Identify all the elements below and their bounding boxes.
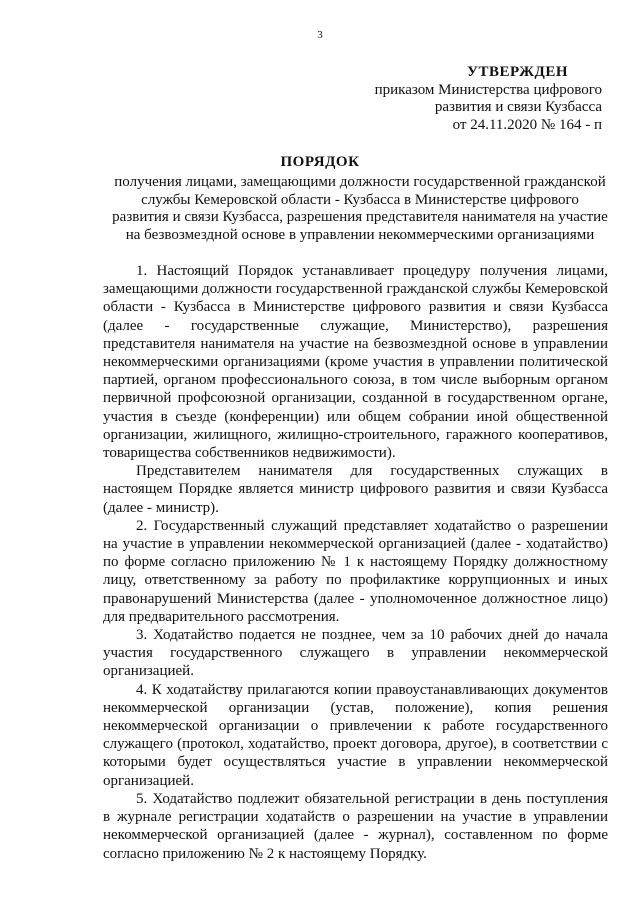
paragraph-3: 3. Ходатайство подается не позднее, чем за 10 рабочих дней до начала участия государственного служащего в управлении некоммерческой организацией.: [103, 627, 608, 680]
paragraph-4: 4. К ходатайству прилагаются копии правоустанавливающих документов некоммерческой организации (устав, положение), копия решения некоммерческой организации о привлечении к работе государственного служащего (протокол, ходатайство, проект договора, другое), в соответствии с которыми будет осуществляться участие в управлении некоммерческой организацией.: [103, 681, 608, 789]
approval-line-ministry: развития и связи Кузбасса: [434, 99, 602, 115]
document-title: ПОРЯДОК: [280, 154, 360, 170]
paragraph-2: 2. Государственный служащий представляет ходатайство о разрешении на участие в управлении некоммерческой организацией (далее - ходатайство) по форме согласно приложению № 1 к настоящему Порядку должностному лицу, ответственному за работу по профилактике коррупционных и иных правонарушений Министерства (далее - уполномоченное должностное лицо) для предварительного рассмотрения.: [103, 517, 608, 625]
approval-heading: УТВЕРЖДЕН: [467, 64, 568, 80]
paragraph-employer-representative: Представителем нанимателя для государственных служащих в настоящем Порядке является министр цифрового развития и связи Кузбасса (далее - министр).: [103, 463, 608, 516]
subtitle-line: развития и связи Кузбасса, разрешения представителя нанимателя на участие: [112, 209, 608, 225]
approval-block: [372, 64, 602, 134]
document-body: [103, 262, 608, 863]
page-number: 3: [317, 29, 323, 41]
document-subtitle: [100, 174, 620, 244]
paragraph-5: 5. Ходатайство подлежит обязательной регистрации в день поступления в журнале регистрации ходатайств о разрешении на участие в управлении некоммерческой организацией (далее - журнал), составленном по форме согласно приложению № 2 к настоящему Порядку.: [103, 790, 608, 862]
approval-line-date: от 24.11.2020 № 164 - п: [452, 116, 602, 133]
subtitle-line: службы Кемеровской области - Кузбасса в Министерстве цифрового: [141, 191, 579, 208]
approval-line-order: приказом Министерства цифрового: [374, 81, 602, 98]
subtitle-line: на безвозмездной основе в управлении некоммерческими организациями: [125, 226, 595, 243]
paragraph-1: 1. Настоящий Порядок устанавливает процедуру получения лицами, замещающими должности государственной гражданской службы Кемеровской области - Кузбасса в Министерстве цифрового развития и связи Кузбасса (далее - государственные служащие, Министерство), разрешения представителя нанимателя на участие на безвозмездной основе в управлении некоммерческими организациями (кроме участия в управлении политической партией, органом профессионального союза, в том числе выборным органом первичной профсоюзной организации, созданной в государственном органе, участия в съезде (конференции) или общем собрании иной общественной организации, жилищного, жилищно-строительного, гаражного кооперативов, товарищества собственников недвижимости).: [103, 263, 608, 462]
subtitle-line: получения лицами, замещающими должности государственной гражданской: [114, 174, 606, 190]
